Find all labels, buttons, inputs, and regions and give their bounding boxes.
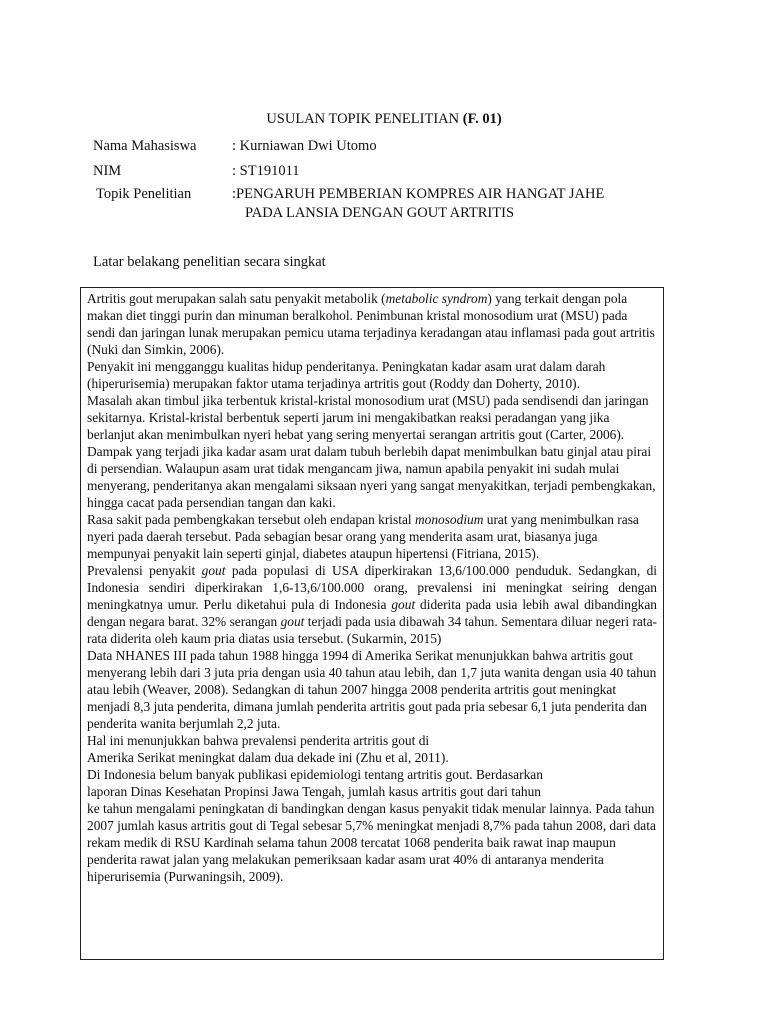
paragraph-6-text-3: diderita pada usia lebih awal dibandingkan dengan negara barat. 32% serangan xyxy=(87,597,657,629)
background-heading: Latar belakang penelitian secara singkat xyxy=(93,254,326,270)
paragraph-6-italic-3: gout xyxy=(280,614,305,629)
paragraph-5-text: Rasa sakit pada pembengkakan tersebut oleh endapan kristal xyxy=(87,512,415,527)
paragraph-6-text-4: terjadi pada usia dibawah 34 tahun. Sementara diluar negeri rata-rata diderita oleh kaum pria diatas usia tersebut. (Sukarmin, 2015) xyxy=(87,614,657,646)
meta-label-name: Nama Mahasiswa xyxy=(93,138,197,154)
paragraph-6-italic-1: gout xyxy=(201,563,226,578)
paragraph-1-text: Artritis gout merupakan salah satu penyakit metabolik ( xyxy=(87,291,386,306)
paragraph-3: Masalah akan timbul jika terbentuk kristal-kristal monosodium urat (MSU) pada sendisendi dan jaringan sekitarnya. Kristal-kristal berbentuk seperti jarum ini mengakibatkan reaksi peradangan yang jika berlanjut akan menimbulkan nyeri hebat yang sering menyertai serangan artritis gout (Carter, 2006). xyxy=(87,393,649,442)
paragraph-4: Dampak yang terjadi jika kadar asam urat dalam tubuh berlebih dapat menimbulkan batu ginjal atau pirai di persendian. Walaupun asam urat tidak mengancam jiwa, namun apabila penyakit ini sudah mulai menyerang, penderitanya akan mengalami siksaan nyeri yang sangat menyakitkan, terjadi pembengkakan, hingga cacat pada persendian tangan dan kaki. xyxy=(87,444,656,510)
meta-value-nim: : ST191011 xyxy=(232,163,300,179)
paragraph-8a: Hal ini menunjukkan bahwa prevalensi penderita artritis gout di xyxy=(87,733,430,748)
paragraph-9c: ke tahun mengalami peningkatan di bandingkan dengan kasus penyakit tidak menular lainnya. Pada tahun 2007 jumlah kasus artritis gout di Tegal sebesar 5,7% meningkat menjadi 8,7% pada tahun 2008, dari data rekam medik di RSU Kardinah selama tahun 2008 tercatat 1068 penderita baik rawat inap maupun penderita rawat jalan yang melakukan pemeriksaan kadar asam urat 40% di antaranya menderita hiperurisemia (Purwaningsih, 2009). xyxy=(87,801,656,884)
paragraph-6 xyxy=(87,562,657,647)
meta-value-name: : Kurniawan Dwi Utomo xyxy=(232,138,377,154)
document-title xyxy=(0,111,768,128)
meta-value-topic: :PENGARUH PEMBERIAN KOMPRES AIR HANGAT JAHE xyxy=(232,186,605,202)
paragraph-5-italic: monosodium xyxy=(414,512,484,527)
paragraph-8b: Amerika Serikat meningkat dalam dua dekade ini (Zhu et al, 2011). xyxy=(87,750,449,765)
paragraph-5-text-cont: urat yang menimbulkan rasa nyeri pada daerah tersebut. Pada sebagian besar orang yang menderita asam urat, biasanya juga mempunyai penyakit lain seperti ginjal, diabetes ataupun hipertensi (Fitriana, 2015). xyxy=(87,512,639,561)
paragraph-1-italic: metabolic syndrom xyxy=(385,291,488,306)
meta-value-topic-line2: PADA LANSIA DENGAN GOUT ARTRITIS xyxy=(245,205,515,221)
paragraph-9a: Di Indonesia belum banyak publikasi epidemiologi tentang artritis gout. Berdasarkan xyxy=(87,767,543,782)
paragraph-5 xyxy=(87,511,657,562)
meta-label-topic: Topik Penelitian xyxy=(96,186,192,202)
paragraph-6-text: Prevalensi penyakit xyxy=(87,563,202,578)
document-title-text: USULAN TOPIK PENELITIAN xyxy=(266,111,460,127)
paragraph-1-text-cont: ) yang terkait dengan pola makan diet tinggi purin dan minuman beralkohol. Penimbunan kristal monosodium urat (MSU) pada sendi dan jaringan lunak merupakan pemicu utama terjadinya keradangan atau inflamasi pada gout artritis (Nuki dan Simkin, 2006). xyxy=(87,291,655,357)
paragraph-7: Data NHANES III pada tahun 1988 hingga 1994 di Amerika Serikat menunjukkan bahwa artritis gout menyerang lebih dari 3 juta pria dengan usia 40 tahun atau lebih, dan 1,7 juta wanita dengan usia 40 tahun atau lebih (Weaver, 2008). Sedangkan di tahun 2007 hingga 2008 penderita artritis gout meningkat menjadi 8,3 juta penderita, dimana jumlah penderita artritis gout pada pria sebesar 6,1 juta penderita dan penderita wanita berjumlah 2,2 juta. xyxy=(87,648,657,731)
paragraph-6-text-2: pada populasi di USA diperkirakan 13,6/100.000 penduduk. Sedangkan, di Indonesia sendiri diperkirakan 1,6-13,6/100.000 orang, prevalensi ini meningkat seiring dengan meningkatnya umur. Perlu diketahui pula di Indonesia xyxy=(87,563,657,612)
meta-label-nim: NIM xyxy=(93,163,122,179)
paragraph-2: Penyakit ini mengganggu kualitas hidup penderitanya. Peningkatan kadar asam urat dalam darah (hiperurisemia) merupakan faktor utama terjadinya artritis gout (Roddy dan Doherty, 2010). xyxy=(87,359,606,391)
paragraph-1 xyxy=(87,290,657,358)
form-code: (F. 01) xyxy=(462,111,502,127)
paragraph-6-italic-2: gout xyxy=(391,597,416,612)
background-text-box xyxy=(80,287,664,960)
paragraph-9b: laporan Dinas Kesehatan Propinsi Jawa Tengah, jumlah kasus artritis gout dari tahun xyxy=(87,784,541,799)
